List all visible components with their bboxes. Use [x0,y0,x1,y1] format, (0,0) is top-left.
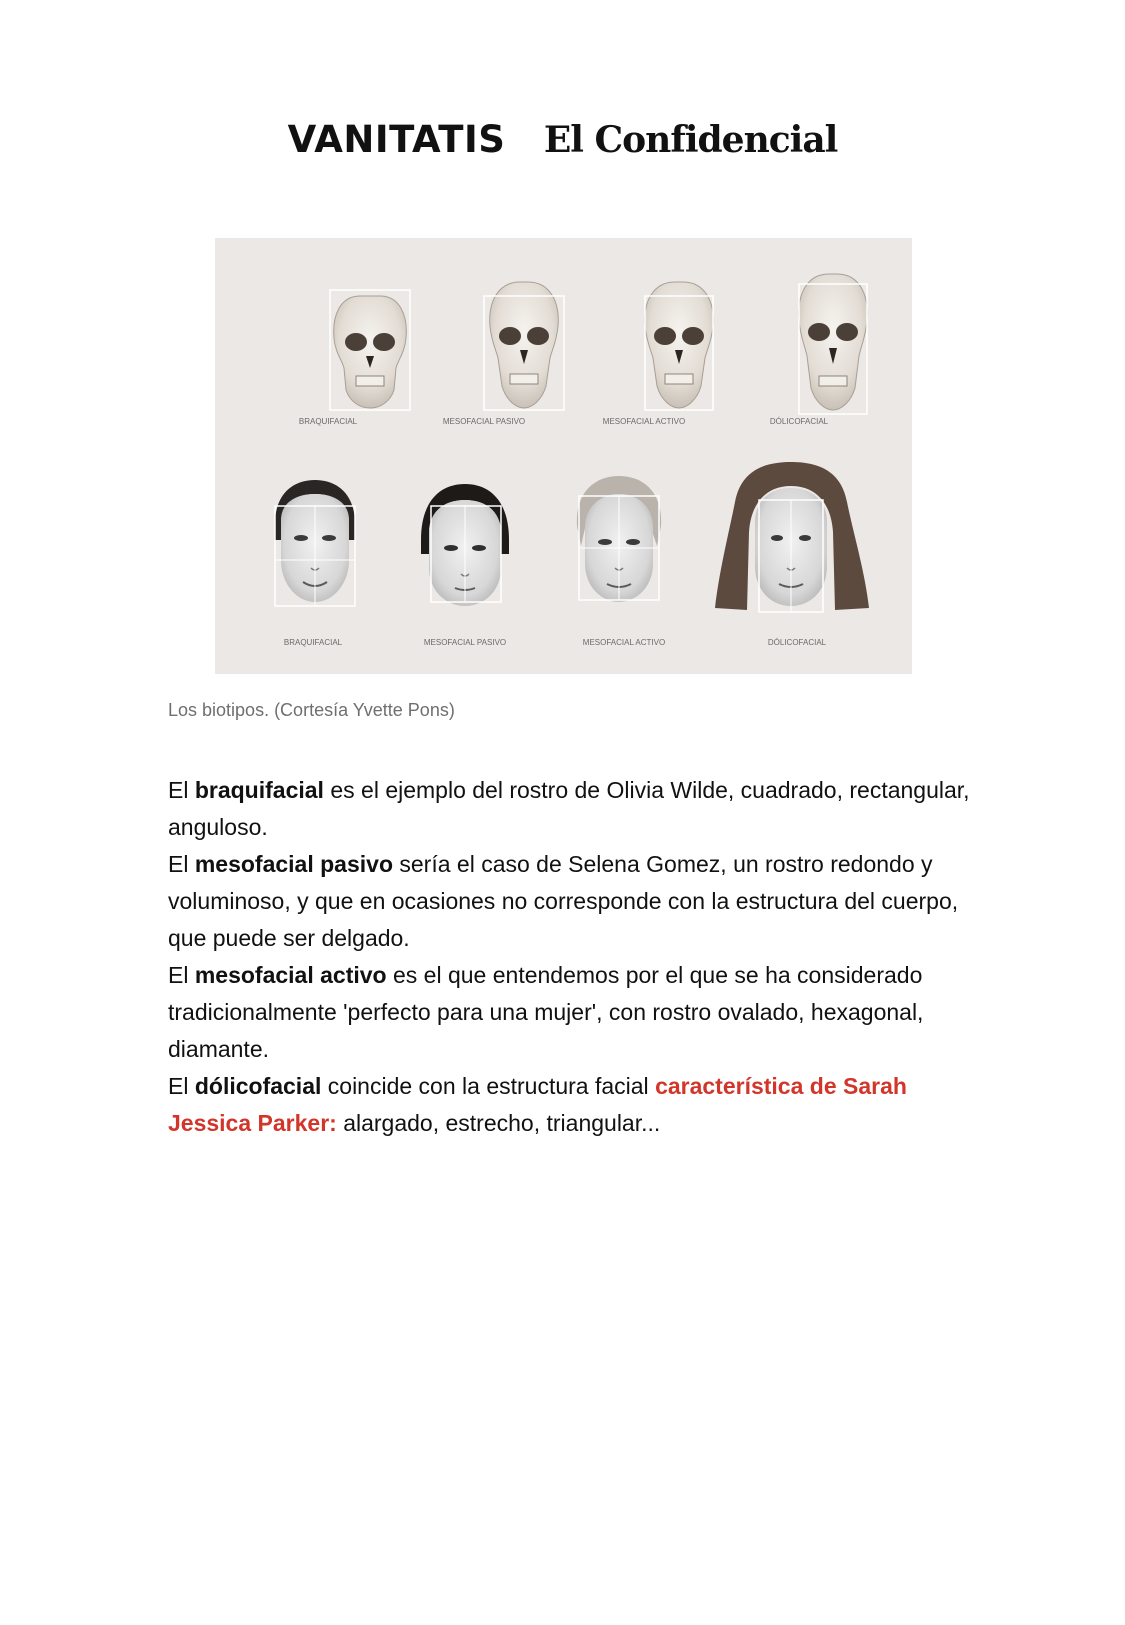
skull-label-mesofacial-pasivo: MESOFACIAL PASIVO [442,417,526,426]
term-braquifacial: braquifacial [194,777,324,803]
biotypes-illustration [215,238,912,674]
paragraph-dolicofacial [168,1068,983,1142]
masthead [0,118,1125,161]
paragraph-mesofacial-activo [168,957,983,1068]
article-body [168,772,983,1142]
face-label-mesofacial-activo: MESOFACIAL ACTIVO [582,638,666,647]
paragraph-text: sería el caso de Selena Gomez, un rostro redondo y voluminoso, y que en ocasiones no corresponde con la estructura del cuerpo, que puede ser delgado. [168,851,959,951]
paragraph-text: es el que entendemos por el que se ha considerado tradicionalmente 'perfecto para una mujer', con rostro ovalado, hexagonal, diamante. [168,962,924,1062]
paragraph-mesofacial-pasivo [168,846,983,957]
face-mesofacial-activo [577,476,661,602]
skull-label-mesofacial-activo: MESOFACIAL ACTIVO [602,417,686,426]
image-caption: Los biotipos. (Cortesía Yvette Pons) [168,700,455,720]
skull-label-braquifacial: BRAQUIFACIAL [298,417,358,426]
skull-mesofacial-pasivo [484,282,564,410]
paragraph-text: coincide con la estructura facial [321,1073,656,1099]
face-mesofacial-pasivo [421,484,509,606]
paragraph-braquifacial [168,772,983,846]
term-mesofacial-pasivo: mesofacial pasivo [194,851,393,877]
skull-braquifacial [330,290,410,410]
paragraph-text: es el ejemplo del rostro de Olivia Wilde, cuadrado, rectangular, anguloso. [168,777,970,840]
term-mesofacial-activo: mesofacial activo [194,962,387,988]
paragraph-prefix: El [168,777,195,803]
el-confidencial-logo[interactable]: El Confidencial [543,118,838,161]
skull-label-dolicofacial: DÓLICOFACIAL [769,417,829,426]
paragraph-text: alargado, estrecho, triangular... [336,1110,661,1136]
face-braquifacial [275,480,355,606]
face-label-dolicofacial: DÓLICOFACIAL [767,638,827,647]
paragraph-prefix: El [168,962,195,988]
skull-dolicofacial [799,274,868,414]
term-dolicofacial: dólicofacial [194,1073,322,1099]
paragraph-prefix: El [168,1073,195,1099]
sarah-jessica-parker-link[interactable]: característica de Sarah Jessica Parker: [168,1073,907,1136]
face-label-mesofacial-pasivo: MESOFACIAL PASIVO [423,638,507,647]
face-dolicofacial [715,462,869,612]
skull-mesofacial-activo [645,282,714,410]
face-label-braquifacial: BRAQUIFACIAL [283,638,343,647]
biotypes-figure [215,238,912,674]
paragraph-prefix: El [168,851,195,877]
vanitatis-logo[interactable]: VANITATIS [287,118,506,161]
